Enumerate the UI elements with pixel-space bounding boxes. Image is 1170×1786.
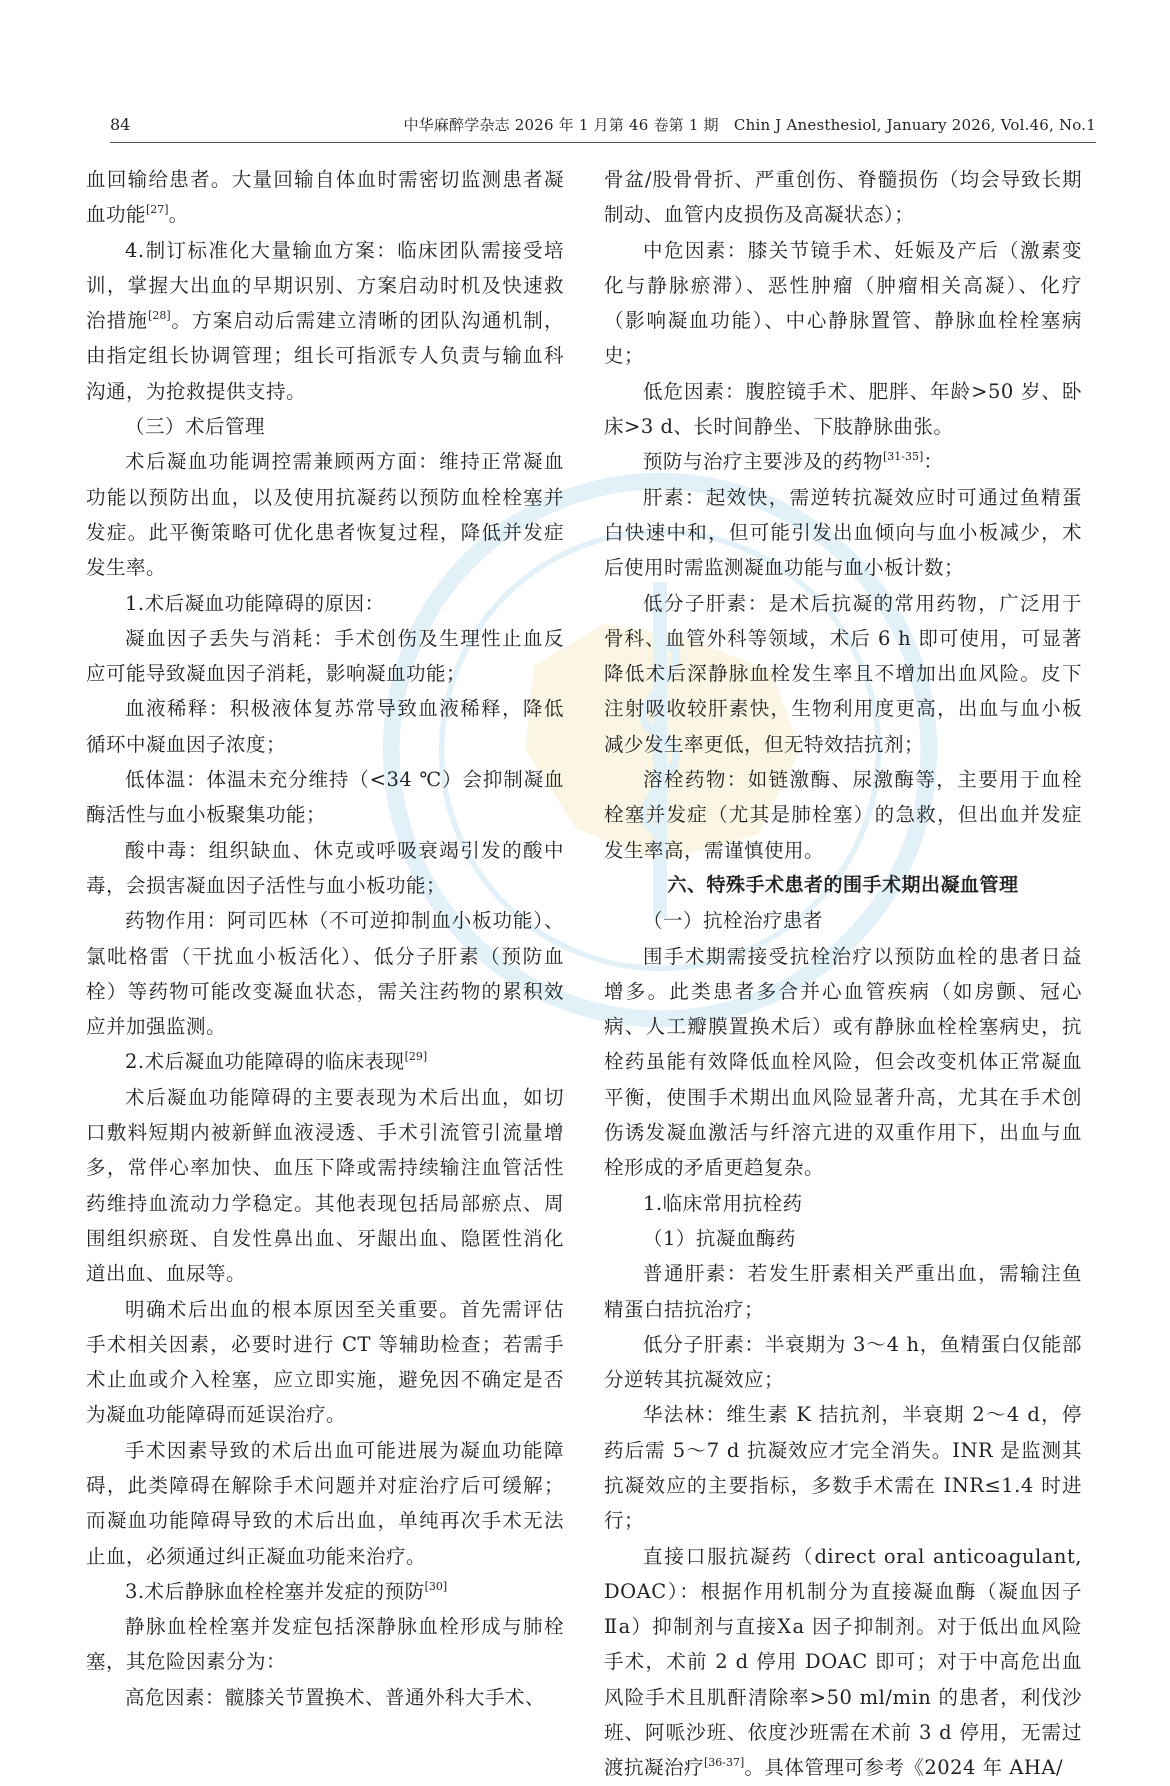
body-paragraph	[86, 1680, 564, 1715]
paragraph-text: 1.临床常用抗栓药	[643, 1191, 803, 1215]
body-paragraph	[604, 374, 1082, 445]
paragraph-text: 术后凝血功能障碍的主要表现为术后出血，如切口敷料短期内被新鲜血液浸透、手术引流管引流量增多，常伴心率加快、血压下降或需持续输注血管活性药维持血流动力学稳定。其他表现包括局部瘀点、周围组织瘀斑、自发性鼻出血、牙龈出血、隐匿性消化道出血、血尿等。	[86, 1085, 564, 1286]
body-paragraph	[604, 1221, 1082, 1256]
paragraph-text: 2.术后凝血功能障碍的临床表现	[125, 1050, 405, 1074]
paragraph-text: 预防与治疗主要涉及的药物	[643, 450, 884, 474]
paragraph-text: 手术因素导致的术后出血可能进展为凝血功能障碍，此类障碍在解除手术问题并对症治疗后可缓解；而凝血功能障碍导致的术后出血，单纯再次手术无法止血，必须通过纠正凝血功能来治疗。	[86, 1438, 564, 1568]
paragraph-text: 肝素：起效快，需逆转抗凝效应时可通过鱼精蛋白快速中和，但可能引发出血倾向与血小板减少，术后使用时需监测凝血功能与血小板计数；	[604, 485, 1082, 580]
paragraph-text: 3.术后静脉血栓栓塞并发症的预防	[125, 1579, 425, 1603]
body-paragraph	[86, 1574, 564, 1609]
body-paragraph	[86, 1433, 564, 1574]
paragraph-text: 华法林：维生素 K 拮抗剂，半衰期 2～4 d，停药后需 5～7 d 抗凝效应才完全消失。INR 是监测其抗凝效应的主要指标，多数手术需在 INR≤1.4 时进行；	[604, 1403, 1082, 1533]
paragraph-text: 溶栓药物：如链激酶、尿激酶等，主要用于血栓栓塞并发症（尤其是肺栓塞）的急救，但出血并发症发生率高，需谨慎使用。	[604, 768, 1082, 862]
paragraph-text-tail: 。	[168, 203, 189, 227]
citation-ref: [30]	[424, 1579, 448, 1593]
paragraph-text: 高危因素：髋膝关节置换术、普通外科大手术、	[125, 1685, 546, 1709]
body-paragraph	[86, 1609, 564, 1680]
paragraph-text: 低分子肝素：半衰期为 3～4 h，鱼精蛋白仅能部分逆转其抗凝效应；	[604, 1332, 1082, 1392]
paragraph-text: 围手术期需接受抗栓治疗以预防血栓的患者日益增多。此类患者多合并心血管疾病（如房颤、冠心病、人工瓣膜置换术后）或有静脉血栓栓塞病史，抗栓药虽能有效降低血栓风险，但会改变机体正常凝血平衡，使围手术期出血风险显著升高，尤其在手术创伤诱发凝血激活与纤溶亢进的双重作用下，出血与血栓形成的矛盾更趋复杂。	[604, 944, 1082, 1180]
paragraph-text: 静脉血栓栓塞并发症包括深静脉血栓形成与肺栓塞，其危险因素分为：	[86, 1615, 564, 1674]
body-paragraph	[86, 903, 564, 1044]
body-paragraph	[604, 1186, 1082, 1221]
body-paragraph	[604, 444, 1082, 479]
body-paragraph	[86, 1292, 564, 1433]
paragraph-text: 凝血因子丢失与消耗：手术创伤及生理性止血反应可能导致凝血因子消耗，影响凝血功能；	[86, 626, 564, 686]
body-paragraph	[86, 162, 564, 233]
paragraph-text: 明确术后出血的根本原因至关重要。首先需评估手术相关因素，必要时进行 CT 等辅助检查；若需手术止血或介入栓塞，应立即实施，避免因不确定是否为凝血功能障碍而延误治疗。	[86, 1297, 564, 1427]
page-number: 84	[110, 115, 131, 134]
paragraph-text: （三）术后管理	[125, 415, 266, 439]
body-paragraph	[604, 762, 1082, 868]
paragraph-text: 血液稀释：积极液体复苏常导致血液稀释，降低循环中凝血因子浓度；	[86, 697, 564, 756]
body-paragraph	[604, 480, 1082, 586]
body-paragraph	[86, 444, 564, 585]
section-heading	[604, 868, 1082, 903]
paragraph-text: 普通肝素：若发生肝素相关严重出血，需输注鱼精蛋白拮抗治疗；	[604, 1262, 1082, 1321]
paragraph-text: 术后凝血功能调控需兼顾两方面：维持正常凝血功能以预防出血，以及使用抗凝药以预防血栓栓塞并发症。此平衡策略可优化患者恢复过程，降低并发症发生率。	[86, 450, 564, 580]
body-paragraph	[86, 833, 564, 904]
paragraph-text-tail: 。方案启动后需建立清晰的团队沟通机制，由指定组长协调管理；组长可指派专人负责与输血科沟通，为抢救提供支持。	[86, 309, 564, 403]
citation-ref: [36-37]	[704, 1756, 745, 1770]
body-paragraph	[86, 691, 564, 762]
right-text-column	[604, 162, 1082, 1786]
paragraph-text: （一）抗栓治疗患者	[643, 909, 824, 933]
running-header	[110, 114, 1096, 143]
paragraph-text: 血回输给患者。大量回输自体血时需密切监测患者凝血功能	[86, 168, 564, 227]
body-paragraph	[604, 903, 1082, 938]
paragraph-text: 六、特殊手术患者的围手术期出凝血管理	[667, 873, 1019, 896]
paragraph-text: 4.制订标准化大量输血方案：临床团队需接受培训，掌握大出血的早期识别、方案启动时机及快速救治措施	[86, 238, 564, 333]
paragraph-text: 1.术后凝血功能障碍的原因：	[125, 591, 385, 615]
paragraph-text: 低体温：体温未充分维持（<34 ℃）会抑制凝血酶活性与血小板聚集功能；	[86, 768, 564, 827]
body-paragraph	[86, 233, 564, 409]
paragraph-text: 药物作用：阿司匹林（不可逆抑制血小板功能）、氯吡格雷（干扰血小板活化）、低分子肝素（预防血栓）等药物可能改变凝血状态，需关注药物的累积效应并加强监测。	[86, 909, 564, 1039]
citation-ref: [28]	[148, 309, 171, 323]
journal-citation-line: 中华麻醉学杂志 2026 年 1 月第 46 卷第 1 期 Chin J Anesthesiol, January 2026, Vol.46, No.1	[403, 116, 1096, 134]
body-paragraph	[86, 1080, 564, 1292]
citation-ref: [29]	[404, 1050, 428, 1064]
body-paragraph	[86, 586, 564, 621]
paragraph-text: 直接口服抗凝药（direct oral anticoagulant, DOAC）：根据作用机制分为直接凝血酶（凝血因子Ⅱa）抑制剂与直接Ⅹa 因子抑制剂。对于低出血风险手术，术前 2 d 停用 DOAC 即可；对于中高危出血风险手术且肌酐清除率>50 ml/min 的患者，利伐沙班、阿哌沙班、依度沙班需在术前 3 d 停用，无需过渡抗凝治疗	[604, 1544, 1082, 1780]
body-paragraph	[604, 162, 1082, 233]
body-paragraph	[86, 621, 564, 692]
paragraph-text: 低分子肝素：是术后抗凝的常用药物，广泛用于骨科、血管外科等领域，术后 6 h 即可使用，可显著降低术后深静脉血栓发生率且不增加出血风险。皮下注射吸收较肝素快，生物利用度更高，出血与血小板减少发生率更低，但无特效拮抗剂；	[604, 591, 1082, 756]
body-paragraph	[604, 1327, 1082, 1398]
body-paragraph	[604, 939, 1082, 1186]
paragraph-text: 中危因素：膝关节镜手术、妊娠及产后（激素变化与静脉瘀滞）、恶性肿瘤（肿瘤相关高凝）、化疗（影响凝血功能）、中心静脉置管、静脉血栓栓塞病史；	[604, 238, 1082, 368]
citation-ref: [27]	[146, 203, 169, 217]
citation-ref: [31-35]	[883, 450, 924, 464]
paragraph-text: 酸中毒：组织缺血、休克或呼吸衰竭引发的酸中毒，会损害凝血因子活性与血小板功能；	[86, 838, 564, 897]
paragraph-text-tail: ：	[923, 450, 944, 474]
paragraph-text-tail: 。具体管理可参考《2024 年 AHA/	[744, 1756, 1064, 1780]
body-paragraph	[604, 586, 1082, 762]
paragraph-text: 骨盆/股骨骨折、严重创伤、脊髓损伤（均会导致长期制动、血管内皮损伤及高凝状态）；	[604, 168, 1082, 227]
left-text-column	[86, 162, 564, 1715]
body-paragraph	[604, 233, 1082, 374]
paragraph-text: 低危因素：腹腔镜手术、肥胖、年龄>50 岁、卧床>3 d、长时间静坐、下肢静脉曲张。	[604, 379, 1082, 439]
body-paragraph	[86, 1044, 564, 1079]
body-paragraph	[86, 409, 564, 444]
body-paragraph	[604, 1397, 1082, 1538]
body-paragraph	[604, 1256, 1082, 1327]
body-paragraph	[86, 762, 564, 833]
paragraph-text: （1）抗凝血酶药	[643, 1226, 796, 1250]
body-paragraph	[604, 1539, 1082, 1786]
